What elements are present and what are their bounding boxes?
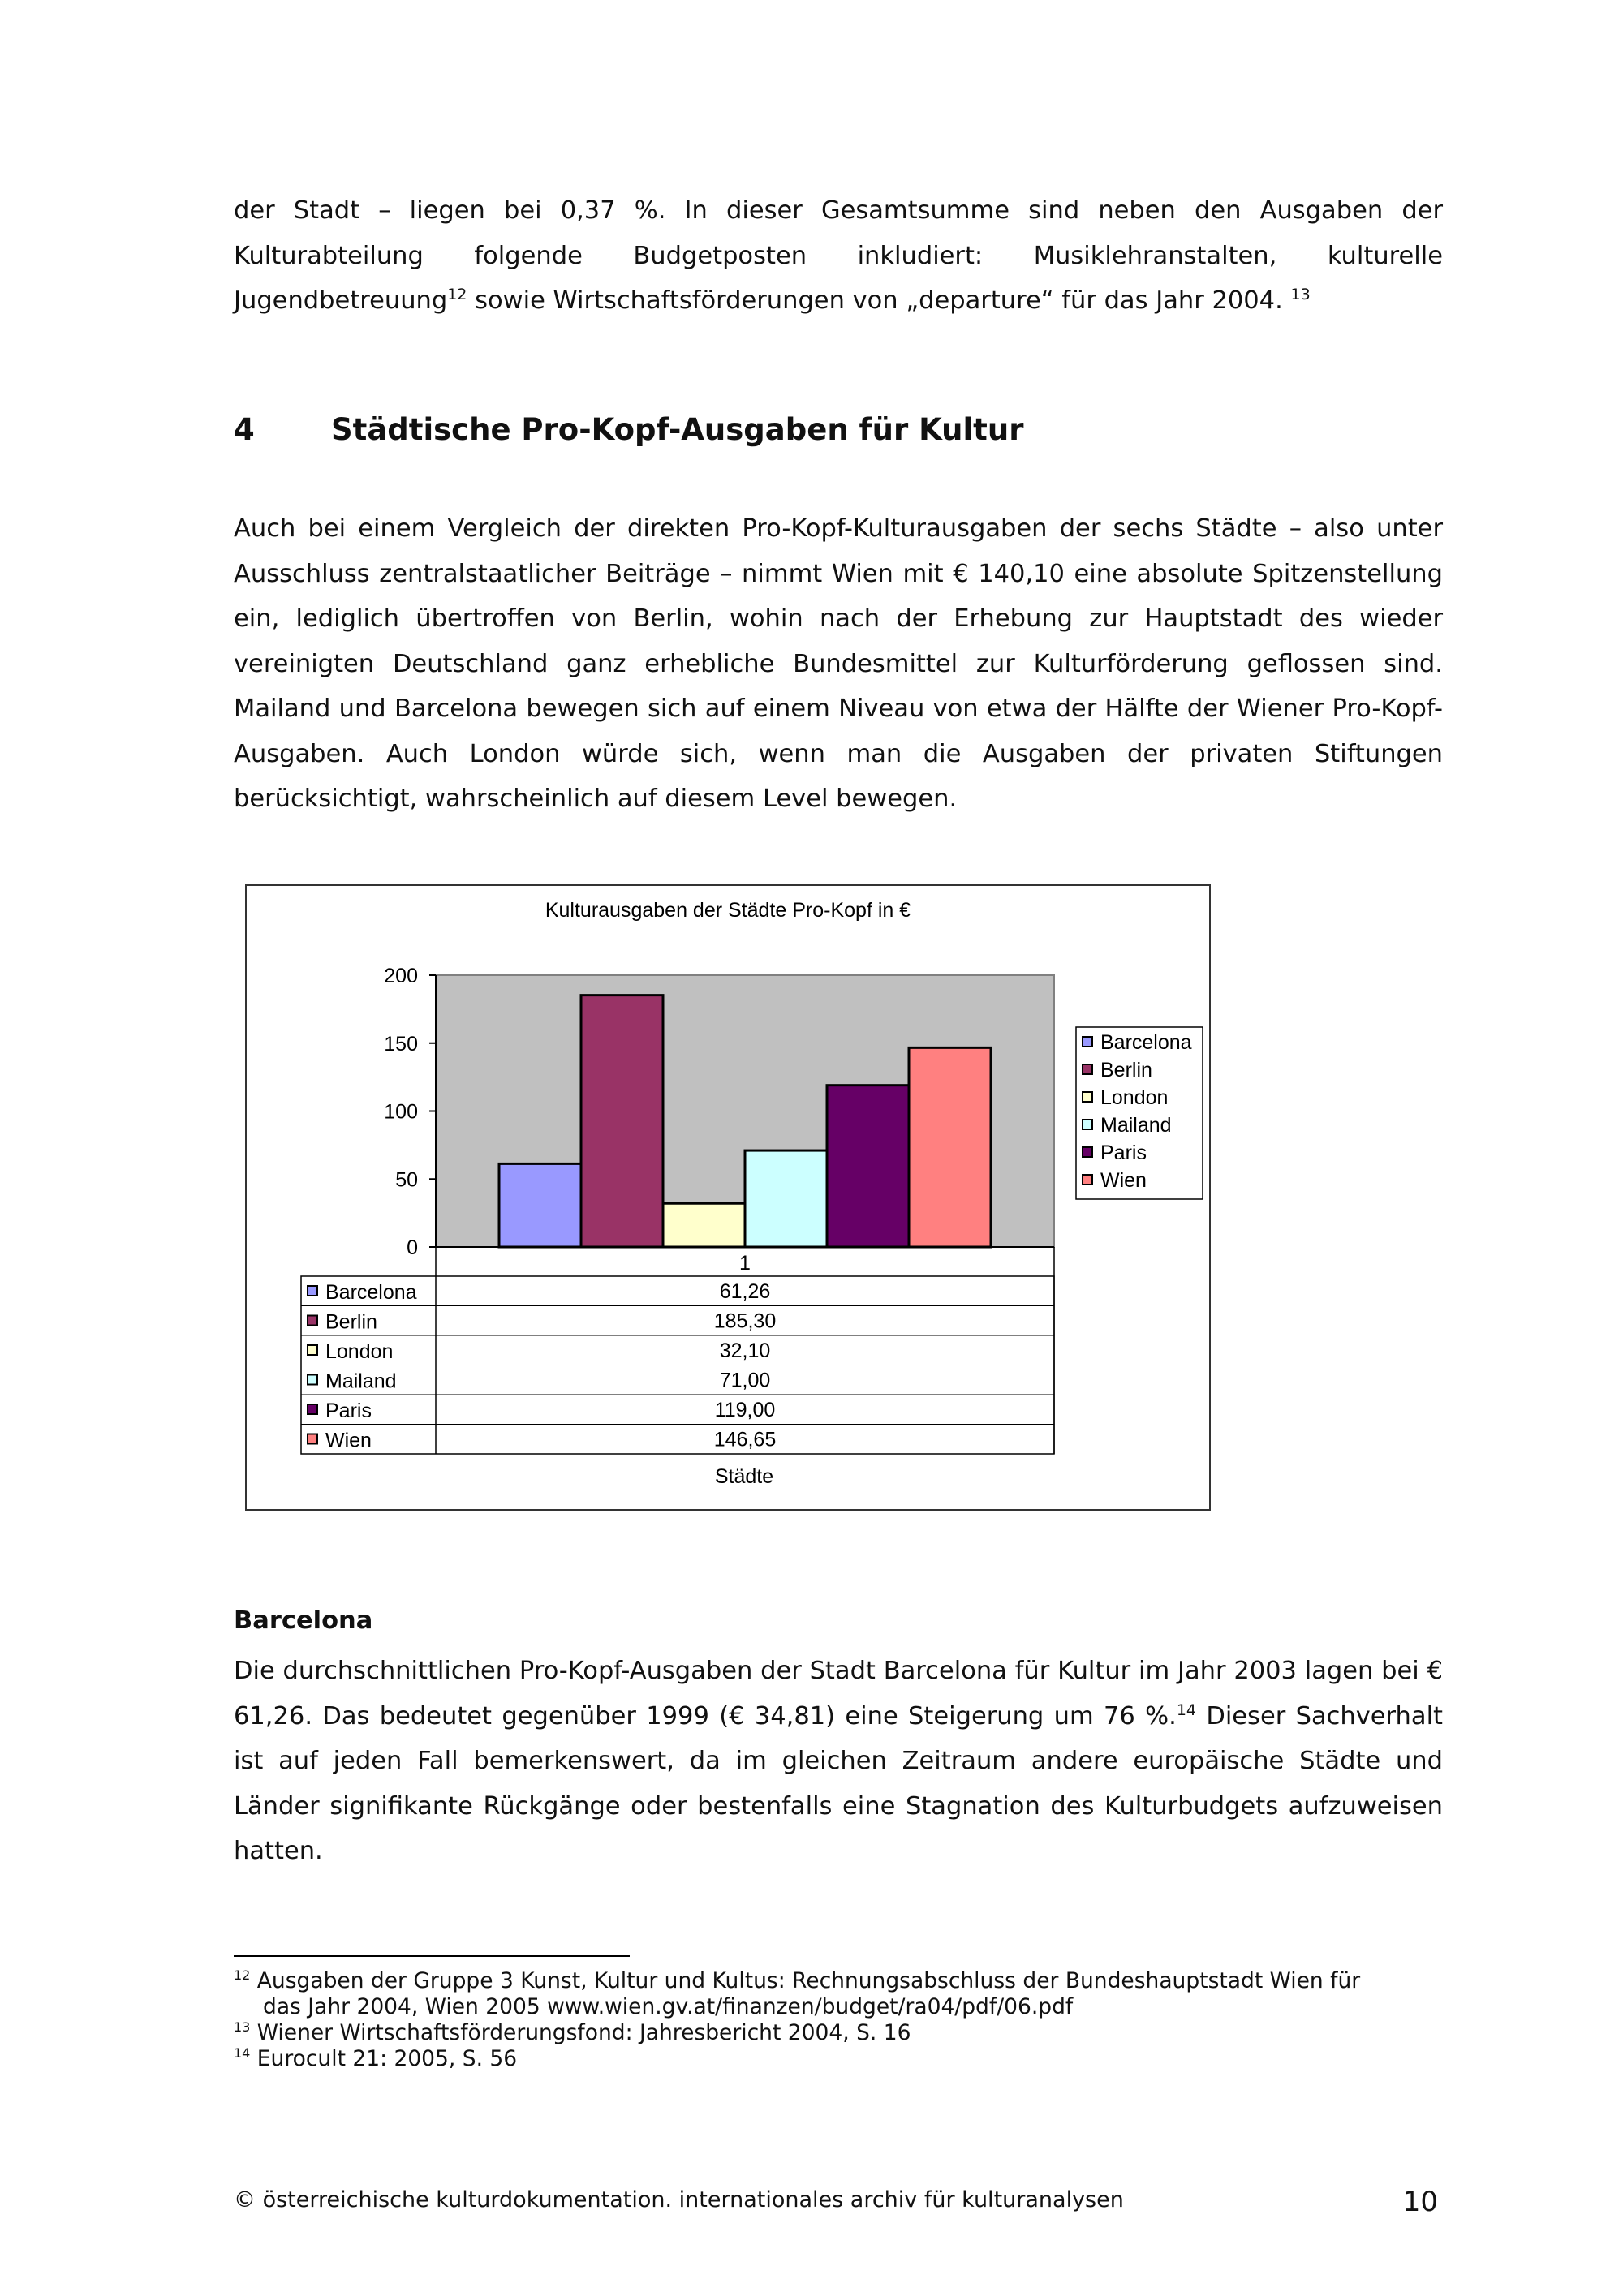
table-value-berlin: 185,30	[713, 1309, 777, 1333]
table-swatch-london	[308, 1345, 317, 1355]
legend-label-wien: Wien	[1100, 1169, 1147, 1192]
y-tick-label-50: 50	[395, 1168, 418, 1192]
table-swatch-berlin	[308, 1316, 317, 1326]
footnote-divider	[234, 1955, 630, 1957]
table-swatch-barcelona	[308, 1286, 317, 1296]
bar-paris	[827, 1086, 909, 1247]
bar-mailand	[745, 1150, 827, 1247]
footnote-12-text-cont: das Jahr 2004, Wien 2005 www.wien.gv.at/finanzen/budget/ra04/pdf/06.pdf	[263, 1994, 1074, 2019]
footnote-12-number: 12	[234, 1967, 251, 1984]
y-tick-label-100: 100	[384, 1100, 418, 1124]
barcelona-text-2: Dieser Sachverhalt ist auf jeden Fall bemerkenswert, da im gleichen Zeitraum andere europäische Städte und Länder signifikante Rückgänge oder bestenfalls eine Stagnation des Kulturbudgets aufzuweisen hatten.	[234, 1701, 1444, 1865]
footnote-12-text: Ausgaben der Gruppe 3 Kunst, Kultur und Kultus: Rechnungsabschluss der Bundeshauptstadt Wien für	[250, 1968, 1361, 1993]
footnote-13-number: 13	[234, 2019, 251, 2036]
table-swatch-mailand	[308, 1375, 317, 1385]
data-table	[301, 1247, 1054, 1454]
chart-frame	[245, 884, 1211, 1511]
barcelona-paragraph	[234, 1649, 1443, 1874]
x-axis-label: Städte	[714, 1465, 774, 1488]
footnote-14-number: 14	[234, 2045, 251, 2062]
main-paragraph: Auch bei einem Vergleich der direkten Pro-Kopf-Kulturausgaben der sechs Städte – also unter Ausschluss zentralstaatlicher Beiträge – nimmt Wien mit € 140,10 eine absolute Spitzenstellung ein, lediglich übertroffen von Berlin, wohin nach der Erhebung zur Hauptstadt des wieder vereinigten Deutschland ganz erhebliche Bundesmittel zur Kulturförderung geflossen sind. Mailand und Barcelona bewegen sich auf einem Niveau von etwa der Hälfte der Wiener Pro-Kopf-Ausgaben. Auch London würde sich, wenn man die Ausgaben der privaten Stiftungen berücksichtigt, wahrscheinlich auf diesem Level bewegen.	[234, 514, 1443, 813]
table-value-barcelona: 61,26	[719, 1280, 771, 1303]
legend-label-london: London	[1100, 1086, 1169, 1109]
table-value-london: 32,10	[719, 1339, 771, 1362]
section-number: 4	[234, 412, 255, 447]
table-swatch-wien	[308, 1434, 317, 1444]
barcelona-text-1: Die durchschnittlichen Pro-Kopf-Ausgaben der Stadt Barcelona für Kultur im Jahr 2003 lagen bei € 61,26. Das bedeutet gegenüber 1999 (€ 34,81) eine Steigerung um 76 %.	[234, 1657, 1443, 1731]
table-category-label: 1	[739, 1252, 751, 1275]
section-heading	[234, 412, 1023, 447]
legend-label-paris: Paris	[1100, 1142, 1147, 1164]
footnote-12	[234, 1968, 1443, 2020]
top-paragraph	[234, 188, 1443, 324]
legend-swatch-paris	[1083, 1147, 1092, 1157]
page-number: 10	[1402, 2186, 1438, 2218]
plot-area	[384, 965, 1054, 1259]
y-tick-label-200: 200	[384, 965, 418, 987]
bar-wien	[909, 1047, 991, 1247]
table-row-name-barcelona: Barcelona	[325, 1281, 417, 1304]
footnote-ref-14[interactable]: 14	[1176, 1701, 1196, 1719]
legend-label-mailand: Mailand	[1100, 1114, 1172, 1137]
legend-swatch-wien	[1083, 1175, 1092, 1185]
bar-barcelona	[499, 1163, 581, 1247]
table-row-name-berlin: Berlin	[325, 1310, 377, 1334]
footnote-14	[234, 2046, 1443, 2072]
bar-london	[663, 1203, 745, 1247]
table-value-mailand: 71,00	[719, 1369, 771, 1392]
footnote-ref-13[interactable]: 13	[1290, 285, 1311, 303]
legend-swatch-berlin	[1083, 1064, 1092, 1074]
y-tick-label-150: 150	[384, 1032, 418, 1056]
table-row-name-london: London	[325, 1340, 394, 1363]
chart-legend	[1076, 1027, 1203, 1199]
legend-label-barcelona: Barcelona	[1100, 1031, 1192, 1054]
footnote-ref-12[interactable]: 12	[447, 285, 467, 303]
chart-title: Kulturausgaben der Städte Pro-Kopf in €	[545, 899, 911, 922]
legend-swatch-barcelona	[1083, 1037, 1092, 1047]
table-value-wien: 146,65	[713, 1428, 777, 1451]
bar-berlin	[581, 995, 663, 1247]
top-paragraph-text-2: sowie Wirtschaftsförderungen von „departure“ für das Jahr 2004.	[467, 286, 1291, 315]
top-paragraph-text-1: der Stadt – liegen bei 0,37 %. In dieser Gesamtsumme sind neben den Ausgaben der Kulturabteilung folgende Budgetposten inkludiert: Musiklehranstalten, kulturelle Jugendbetreuung	[234, 196, 1443, 315]
footnote-13	[234, 2020, 1443, 2046]
chart	[247, 886, 1209, 1509]
legend-swatch-mailand	[1083, 1120, 1092, 1129]
table-swatch-paris	[308, 1404, 317, 1414]
footnote-14-text: Eurocult 21: 2005, S. 56	[250, 2046, 518, 2071]
table-row-name-paris: Paris	[325, 1400, 372, 1422]
table-row-name-mailand: Mailand	[325, 1369, 397, 1393]
page-footer: © österreichische kulturdokumentation. internationales archiv für kulturanalysen	[234, 2187, 1124, 2212]
legend-label-berlin: Berlin	[1100, 1059, 1152, 1081]
barcelona-heading: Barcelona	[234, 1606, 373, 1635]
footnote-13-text: Wiener Wirtschaftsförderungsfond: Jahresbericht 2004, S. 16	[250, 2020, 911, 2045]
section-title: Städtische Pro-Kopf-Ausgaben für Kultur	[331, 412, 1024, 447]
y-tick-label-0: 0	[407, 1236, 418, 1259]
table-value-paris: 119,00	[714, 1399, 776, 1421]
legend-swatch-london	[1083, 1092, 1092, 1102]
table-row-name-wien: Wien	[325, 1429, 372, 1452]
